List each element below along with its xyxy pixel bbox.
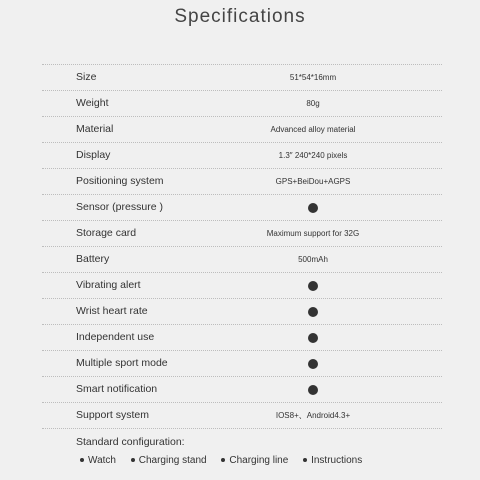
standard-item-charging-line <box>221 455 288 466</box>
standard-item-charging-stand <box>131 455 207 466</box>
supported-dot-icon <box>308 333 318 343</box>
spec-row-storage-card <box>42 221 442 247</box>
spec-value: IOS8+、Android4.3+ <box>275 411 351 420</box>
standard-item-label: Charging line <box>229 455 289 466</box>
standard-item-label: Watch <box>88 455 116 466</box>
spec-label: Positioning system <box>76 175 164 187</box>
spec-row-positioning-system <box>42 169 442 195</box>
spec-label: Size <box>76 71 97 83</box>
standard-item-label: Charging stand <box>138 455 207 466</box>
spec-row-battery <box>42 247 442 273</box>
spec-value: Advanced alloy material <box>270 125 356 134</box>
spec-label: Material <box>76 123 114 135</box>
spec-value-supported <box>213 273 413 298</box>
supported-dot-icon <box>308 203 318 213</box>
spec-row-wrist-heart-rate <box>42 299 442 325</box>
spec-row-size <box>42 65 442 91</box>
spec-row-independent-use <box>42 325 442 351</box>
spec-row-smart-notification <box>42 377 442 403</box>
spec-row-sensor <box>42 195 442 221</box>
spec-value: GPS+BeiDou+AGPS <box>275 177 351 186</box>
standard-configuration-title: Standard configuration: <box>76 436 185 448</box>
spec-label: Vibrating alert <box>76 279 141 291</box>
spec-label: Independent use <box>76 331 155 343</box>
spec-value: 51*54*16mm <box>289 73 337 82</box>
spec-label: Weight <box>76 97 109 109</box>
spec-value-supported <box>213 195 413 220</box>
spec-value: 80g <box>306 99 320 108</box>
standard-item-label: Instructions <box>311 455 363 466</box>
spec-table <box>42 64 442 429</box>
supported-dot-icon <box>308 385 318 395</box>
bullet-icon <box>80 458 84 462</box>
supported-dot-icon <box>308 281 318 291</box>
spec-label: Multiple sport mode <box>76 357 168 369</box>
standard-item-instructions <box>303 455 362 466</box>
spec-value-supported <box>213 299 413 324</box>
spec-row-vibrating-alert <box>42 273 442 299</box>
standard-configuration-list <box>80 455 460 466</box>
bullet-icon <box>303 458 307 462</box>
standard-item-watch <box>80 455 116 466</box>
spec-row-multiple-sport-mode <box>42 351 442 377</box>
spec-row-material <box>42 117 442 143</box>
spec-row-display <box>42 143 442 169</box>
spec-label: Smart notification <box>76 383 158 395</box>
bullet-icon <box>221 458 225 462</box>
spec-row-weight <box>42 91 442 117</box>
spec-value: 500mAh <box>298 255 328 264</box>
spec-label: Display <box>76 149 111 161</box>
spec-value: Maximum support for 32G <box>266 229 360 238</box>
spec-label: Sensor (pressure ) <box>76 201 163 213</box>
spec-label: Storage card <box>76 227 137 239</box>
spec-label: Support system <box>76 409 149 421</box>
spec-label: Wrist heart rate <box>76 305 148 317</box>
spec-row-support-system <box>42 403 442 429</box>
supported-dot-icon <box>308 307 318 317</box>
spec-label: Battery <box>76 253 110 265</box>
spec-value-supported <box>213 325 413 350</box>
bullet-icon <box>131 458 135 462</box>
spec-value-supported <box>213 351 413 376</box>
spec-value: 1.3″ 240*240 pixels <box>278 151 348 160</box>
page-title: Specifications <box>174 6 306 27</box>
spec-value-supported <box>213 377 413 402</box>
supported-dot-icon <box>308 359 318 369</box>
